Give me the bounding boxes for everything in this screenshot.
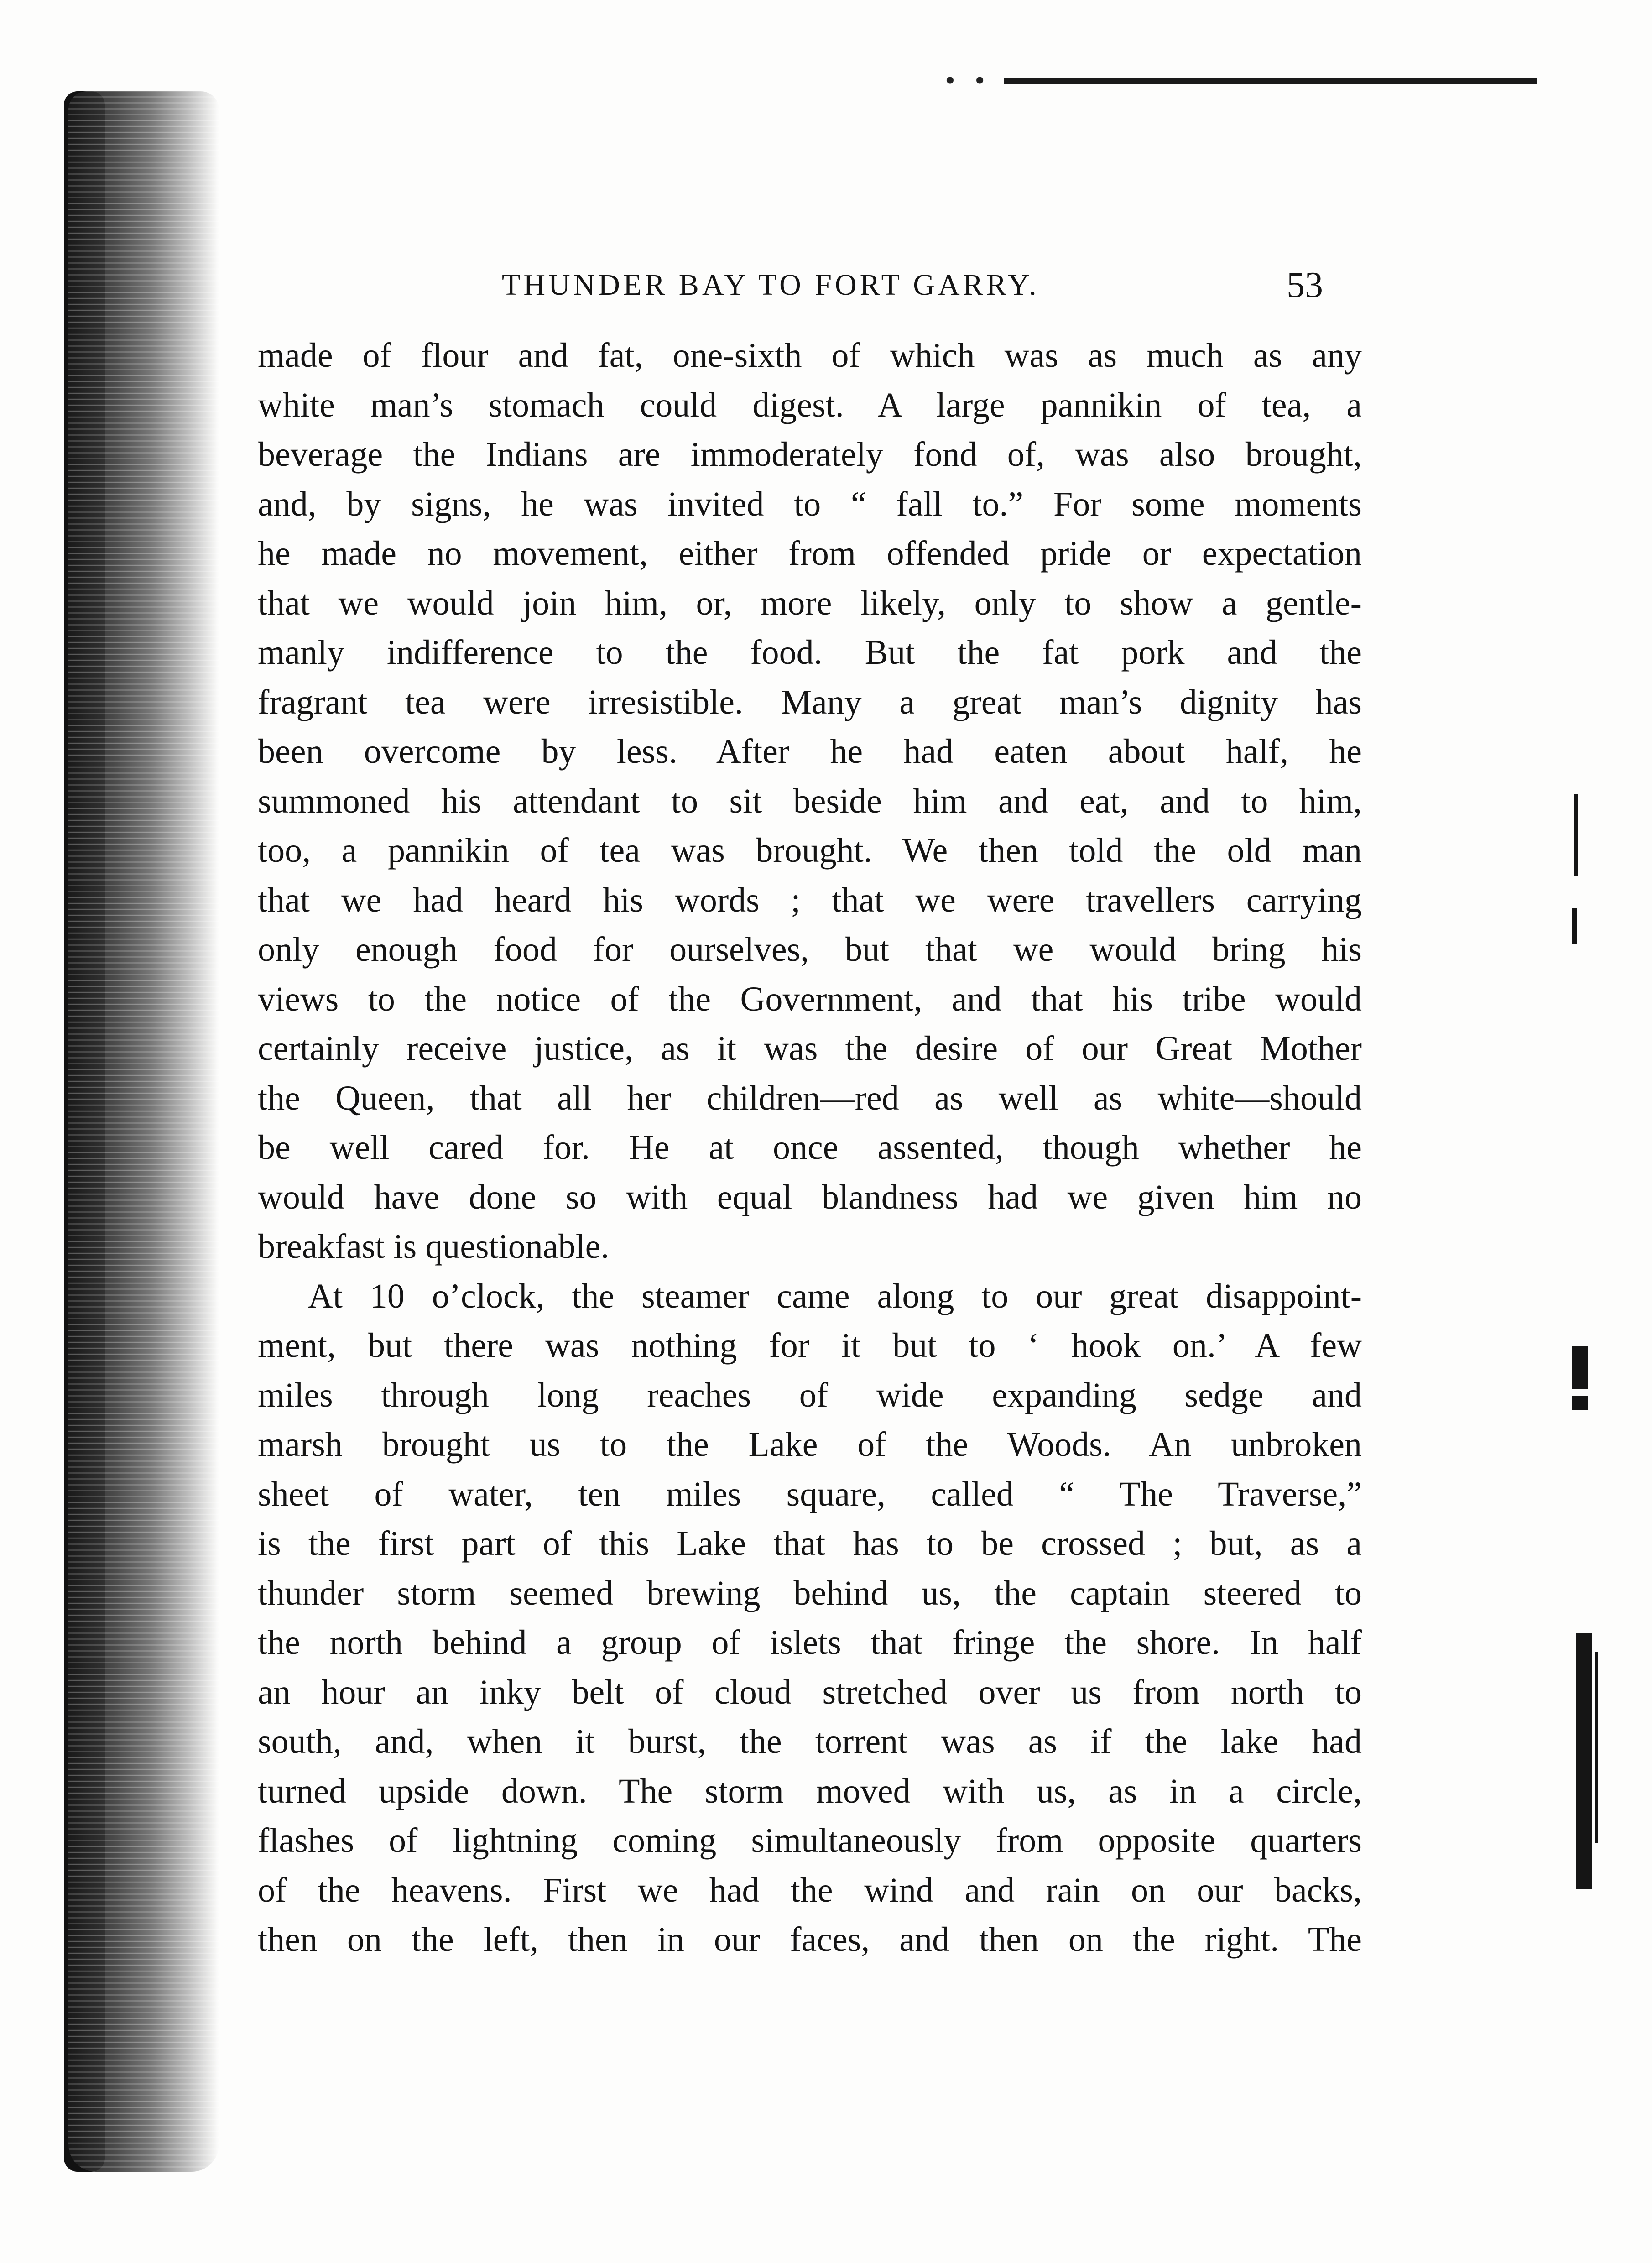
text-line: flashes of lightning coming simultaneously from opposite quarters: [258, 1821, 1362, 1860]
running-head: [502, 260, 1323, 310]
text-line-paragraph-start: At 10 o’clock, the steamer came along to our great disappoint-: [308, 1277, 1362, 1315]
text-line: manly indifference to the food. But the fat pork and the: [258, 633, 1362, 672]
text-line: certainly receive justice, as it was the desire of our Great Mother: [258, 1029, 1362, 1068]
text-line: turned upside down. The storm moved with us, as in a circle,: [258, 1772, 1362, 1810]
scan-artifact-mark: [1572, 1346, 1588, 1389]
text-line: of the heavens. First we had the wind and rain on our backs,: [258, 1871, 1362, 1909]
binding-shadow: [68, 91, 219, 2172]
top-rule-dots: [935, 77, 995, 84]
text-line: too, a pannikin of tea was brought. We then told the old man: [258, 831, 1362, 870]
text-line: been overcome by less. After he had eaten about half, he: [258, 732, 1362, 771]
text-line: he made no movement, either from offended pride or expectation: [258, 534, 1362, 573]
scan-artifact-mark: [1574, 794, 1578, 876]
text-line: only enough food for ourselves, but that we would bring his: [258, 930, 1362, 969]
text-line: ment, but there was nothing for it but to ‘ hook on.’ A few: [258, 1326, 1362, 1365]
text-line: that we would join him, or, more likely, only to show a gentle-: [258, 584, 1362, 622]
text-line: made of flour and fat, one-sixth of which was as much as any: [258, 336, 1362, 375]
text-line: thunder storm seemed brewing behind us, the captain steered to: [258, 1574, 1362, 1612]
text-line: beverage the Indians are immoderately fond of, was also brought,: [258, 435, 1362, 474]
text-line: is the first part of this Lake that has to be crossed ; but, as a: [258, 1524, 1362, 1563]
text-line: views to the notice of the Government, and that his tribe would: [258, 980, 1362, 1018]
text-line: the north behind a group of islets that fringe the shore. In half: [258, 1623, 1362, 1662]
text-line: be well cared for. He at once assented, though whether he: [258, 1128, 1362, 1167]
scan-artifact-mark: [1595, 1652, 1598, 1843]
text-line: marsh brought us to the Lake of the Woods. An unbroken: [258, 1425, 1362, 1464]
text-line: miles through long reaches of wide expanding sedge and: [258, 1376, 1362, 1414]
text-line: would have done so with equal blandness had we given him no: [258, 1178, 1362, 1216]
text-line: summoned his attendant to sit beside him and eat, and to him,: [258, 782, 1362, 820]
text-line: white man’s stomach could digest. A large pannikin of tea, a: [258, 386, 1362, 424]
text-line: south, and, when it burst, the torrent was as if the lake had: [258, 1722, 1362, 1761]
scan-artifact-mark: [1572, 908, 1577, 944]
text-line: that we had heard his words ; that we were travellers carrying: [258, 881, 1362, 919]
text-line: the Queen, that all her children—red as well as white—should: [258, 1079, 1362, 1117]
text-line: and, by signs, he was invited to “ fall to.” For some moments: [258, 485, 1362, 523]
text-line-paragraph-end: breakfast is questionable.: [258, 1227, 610, 1266]
top-rule: [1004, 78, 1537, 84]
text-line: then on the left, then in our faces, and then on the right. The: [258, 1920, 1362, 1959]
text-line: fragrant tea were irresistible. Many a great man’s dignity has: [258, 683, 1362, 721]
scan-artifact-mark: [1572, 1396, 1588, 1410]
page-number: 53: [1287, 265, 1323, 305]
body-text: [258, 331, 1362, 1965]
text-line: an hour an inky belt of cloud stretched over us from north to: [258, 1673, 1362, 1711]
scan-artifact-mark: [1576, 1633, 1592, 1889]
text-line: sheet of water, ten miles square, called “ The Traverse,”: [258, 1475, 1362, 1513]
running-title: THUNDER BAY TO FORT GARRY.: [502, 268, 1040, 302]
